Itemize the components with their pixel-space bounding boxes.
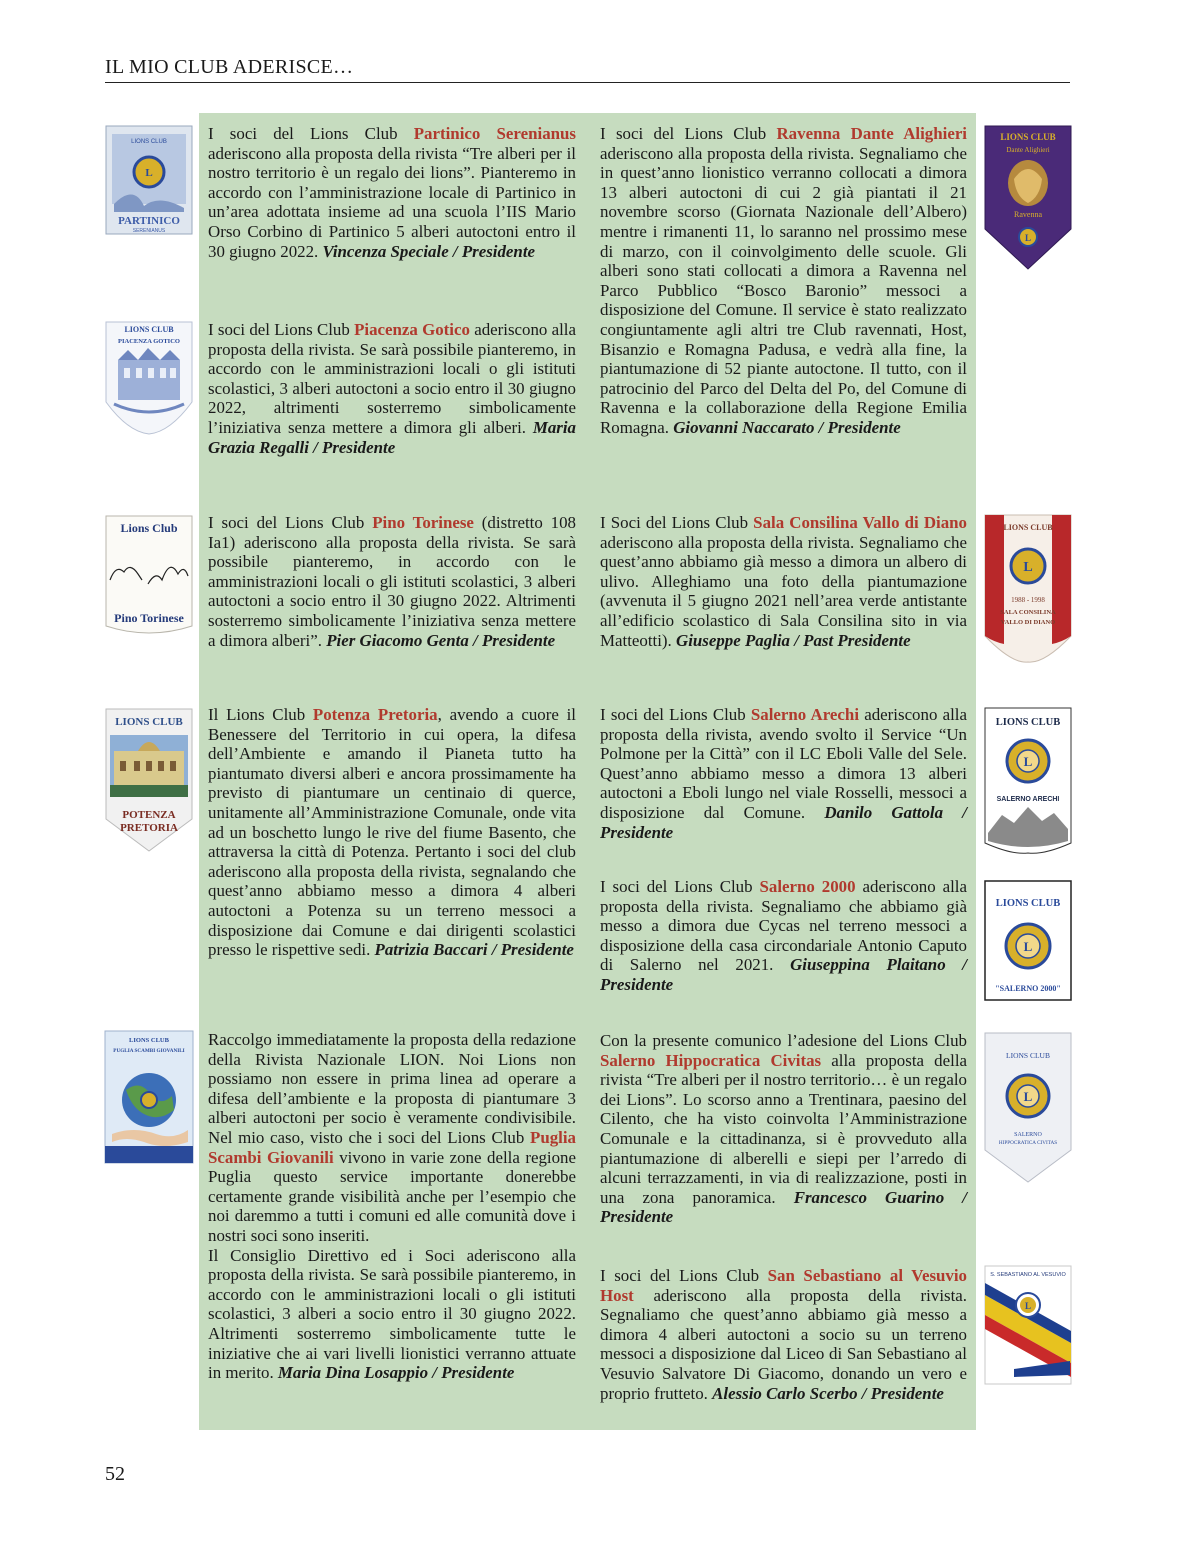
signature: Pier Giacomo Genta / Presidente <box>326 630 556 650</box>
svg-text:LIONS CLUB: LIONS CLUB <box>124 325 174 334</box>
svg-text:"SALERNO 2000": "SALERNO 2000" <box>995 984 1061 993</box>
svg-text:LIONS CLUB: LIONS CLUB <box>129 1037 169 1044</box>
pennant-salerno-2000 <box>984 880 1072 1001</box>
svg-text:PUGLIA SCAMBI GIOVANILI: PUGLIA SCAMBI GIOVANILI <box>113 1048 185 1054</box>
pennant-partinico <box>104 124 194 236</box>
pennant-salerno-arechi <box>984 707 1072 855</box>
club-name: Piacenza Gotico <box>354 320 470 339</box>
svg-text:L: L <box>1023 939 1033 954</box>
signature: Alessio Carlo Scerbo / Presidente <box>712 1383 944 1403</box>
club-name: Puglia Scambi Giovanili <box>208 1127 576 1167</box>
pennant-pino-torinese <box>104 514 194 638</box>
svg-text:Pino Torinese: Pino Torinese <box>114 611 184 625</box>
pennant-piacenza-gotico <box>104 320 194 436</box>
pennant-salerno-hippocratica-civitas <box>984 1032 1072 1184</box>
club-name: Pino Torinese <box>372 513 474 532</box>
svg-text:PARTINICO: PARTINICO <box>118 215 180 227</box>
article-salerno-2000: I soci del Lions Club Salerno 2000 aderiscono alla proposta della rivista. Segnaliamo che abbiamo già messo a dimora due Cycas nel terreno messoci a disposizione della casa circondariale Antonio Caputo di Salerno nel 2021. Giuseppina Plaitano / Presidente <box>600 877 967 994</box>
club-name: Salerno Arechi <box>750 705 860 724</box>
svg-text:L: L <box>1023 754 1033 769</box>
svg-text:POTENZA: POTENZA <box>122 809 176 821</box>
article-ravenna-dante-alighieri: I soci del Lions Club Ravenna Dante Alighieri aderiscono alla proposta della rivista. Segnaliamo che in quest’anno lionistico verranno collocati a dimora 13 alberi autoctoni di cui 2 già piantati il 21 novembre scorso (Giornata Nazionale dell’Albero) mentre i rimanenti 11, lo saranno nel prossimo mese di marzo, con il coinvolgimento delle scuole. Gli alberi sono stati collocati a dimora a Ravenna nel Parco Pubblico “Bosco Baronio” messoci a disposizione del Comune. Il service è stato realizzato congiuntamente agli altri tre Club ravennati, Host, Bisanzio e Romagna Padusa, e vedrà alla fine, la piantumazione di 52 piante autoctone. Il tutto, con il patrocinio del Parco del Delta del Po, del Comune di Ravenna e la collaborazione della Regione Emilia Romagna. Giovanni Naccarato / Presidente <box>600 124 968 437</box>
svg-text:Lions Club: Lions Club <box>120 521 178 535</box>
svg-text:L: L <box>1024 233 1032 243</box>
article-salerno-hippocratica-civitas: Con la presente comunico l’adesione del Lions Club Salerno Hippocratica Civitas alla proposta della rivista “Tre alberi per il nostro territorio… è un regalo dei Lions”. Lo scorso anno a Trentinara, paesino del Cilento, che ha visto coinvolta l’Amministrazione Comunale e la cittadinanza, si è provveduto alla piantumazione di alberelli e siepi per l’arredo di alcuni terrazzamenti, in via di realizzazione, posti in una zona panoramica. Francesco Guarino / Presidente <box>600 1031 968 1227</box>
svg-text:S. SEBASTIANO AL VESUVIO: S. SEBASTIANO AL VESUVIO <box>990 1272 1066 1278</box>
svg-text:L: L <box>1024 1301 1032 1311</box>
svg-text:1988 - 1998: 1988 - 1998 <box>1011 596 1045 604</box>
svg-text:LIONS CLUB: LIONS CLUB <box>1006 1051 1050 1060</box>
pennant-puglia-scambi-giovanili <box>104 1030 194 1164</box>
section-header: IL MIO CLUB ADERISCE… <box>105 56 354 78</box>
svg-text:LIONS CLUB: LIONS CLUB <box>995 898 1061 909</box>
svg-text:L: L <box>1023 1089 1033 1104</box>
svg-text:SALERNO: SALERNO <box>1014 1132 1042 1138</box>
paragraph: Il Consiglio Direttivo ed i Soci aderiscono alla proposta della rivista. Se sarà possibile pianteremo, in accordo con le amministrazioni locali o gli istituti scolastici, 3 alberi a socio entro il 30 giugno 2022. Altrimenti sosterremo simbolicamente tutte le iniziative che ai vari livelli lionistici verranno attuate in merito. Maria Dina Losappio / Presidente <box>208 1245 576 1383</box>
page-number: 52 <box>105 1463 125 1485</box>
article-potenza-pretoria: Il Lions Club Potenza Pretoria, avendo a cuore il Benessere del Territorio in cui opera, la difesa dell’Ambiente e amando il Pianeta tutto ha piantumato diversi alberi e ancora prossimamente ha previsto di piantumare un centinaio di querce, unitamente all’Amministrazione Comunale, onde vita ad un boschetto lungo le rive del fiume Basento, che attraversa la città di Potenza. Pertanto i soci del club aderiscono alla proposta della rivista, segnalando che quest’anno abbiamo messo a dimora 4 alberi autoctoni a Potenza su un terreno messoci a disposizione dai Comune e dai dirigenti scolastici presso le rispettive sedi. Patrizia Baccari / Presidente <box>208 705 576 960</box>
club-name: Salerno 2000 <box>759 877 856 896</box>
signature: Giovanni Naccarato / Presidente <box>673 417 901 437</box>
club-name: Ravenna Dante Alighieri <box>776 124 968 143</box>
svg-text:PRETORIA: PRETORIA <box>120 822 178 834</box>
signature: Giuseppina Plaitano / Presidente <box>600 955 967 994</box>
svg-text:LIONS CLUB: LIONS CLUB <box>1000 132 1056 142</box>
signature: Patrizia Baccari / Presidente <box>374 940 574 960</box>
svg-text:LIONS CLUB: LIONS CLUB <box>995 717 1061 728</box>
article-san-sebastiano-al-vesuvio-host: I soci del Lions Club San Sebastiano al Vesuvio Host aderiscono alla proposta della rivista. Segnaliamo che quest’anno abbiamo già messo a dimora 4 alberi autoctoni a socio su un terreno messoci a disposizione dal Liceo di San Sebastiano al Vesuvio Salvatore Di Giacomo, donando un vero e proprio frutteto. Alessio Carlo Scerbo / Presidente <box>600 1266 967 1403</box>
signature: Vincenza Speciale / Presidente <box>322 241 536 261</box>
paragraph: Raccolgo immediatamente la proposta della redazione della Rivista Nazionale LION. Noi Lions non possiamo non essere in prima linea ad operare a difesa dell’ambiente e la proposta di piantumare 3 alberi autoctoni per socio è veramente condivisibile. Nel mio caso, visto che i soci del Lions Club Puglia Scambi Giovanili vivono in varie zone della regione Puglia questo service importante donerebbe certamente grande visibilità anche per l’esempio che noi daremmo a tutti i comuni ed alle comunità dove i nostri soci sono inseriti. <box>208 1030 576 1245</box>
article-pino-torinese: I soci del Lions Club Pino Torinese (distretto 108 Ia1) aderiscono alla proposta della rivista. Se sarà possibile pianteremo, in accordo con le amministrazioni locali o gli istituti scolastici, 3 alberi autoctoni a socio entro il 30 giugno 2022. Altrimenti sosterremo simbolicamente l’iniziativa senza mettere a dimora alberi”. Pier Giacomo Genta / Presidente <box>208 513 576 650</box>
club-name: Salerno Hippocratica Civitas <box>600 1050 822 1070</box>
svg-text:SERENIANUS: SERENIANUS <box>132 228 166 234</box>
article-piacenza-gotico: I soci del Lions Club Piacenza Gotico aderiscono alla proposta della rivista. Se sarà possibile pianteremo, in accordo con le amministrazioni locali o gli istituti scolastici, 3 alberi autoctoni a socio entro il 30 giugno 2022, altrimenti sosterremo simbolicamente l’iniziativa senza mettere a dimora gli alberi. Maria Grazia Regalli / Presidente <box>208 320 576 457</box>
svg-text:Ravenna: Ravenna <box>1014 210 1042 219</box>
svg-text:LIONS CLUB: LIONS CLUB <box>115 716 183 728</box>
pennant-ravenna-dante-alighieri <box>984 125 1072 271</box>
club-name: San Sebastiano al Vesuvio Host <box>600 1266 967 1305</box>
svg-text:HIPPOCRATICA CIVITAS: HIPPOCRATICA CIVITAS <box>998 1140 1058 1146</box>
signature: Giuseppe Paglia / Past Presidente <box>676 630 911 650</box>
article-puglia-scambi-giovanili <box>208 1030 576 1383</box>
pennant-potenza-pretoria <box>104 707 194 853</box>
article-partinico: I soci del Lions Club Partinico Serenianus aderiscono alla proposta della rivista “Tre alberi per il nostro territorio è un regalo dei lions”. Pianteremo in accordo con l’amministrazione locale di Partinico in un’area adottata insieme ad una scuola l’IIS Mario Orso Corbino di Partinico 5 alberi autoctoni entro il 30 giugno 2022. Vincenza Speciale / Presidente <box>208 124 576 261</box>
svg-text:LIONS CLUB: LIONS CLUB <box>131 139 167 145</box>
signature: Danilo Gattola / Presidente <box>600 802 967 842</box>
svg-text:LIONS CLUB: LIONS CLUB <box>1003 523 1053 532</box>
club-name: Potenza Pretoria <box>312 705 438 724</box>
article-salerno-arechi: I soci del Lions Club Salerno Arechi aderiscono alla proposta della rivista, avendo svolto il Service “Un Polmone per la Città” con il LC Eboli Valle del Sele. Quest’anno abbiamo messo a dimora 13 alberi autoctoni a Eboli lungo nel viale Rosselli, messoci a disposizione dal Comune. Danilo Gattola / Presidente <box>600 705 967 842</box>
header-rule <box>105 82 1070 83</box>
svg-text:Dante Alighieri: Dante Alighieri <box>1006 146 1050 154</box>
svg-text:SALERNO ARECHI: SALERNO ARECHI <box>996 796 1060 803</box>
article-sala-consilina: I Soci del Lions Club Sala Consilina Vallo di Diano aderiscono alla proposta della rivista. Segnaliamo che quest’anno abbiamo già messo a dimora un albero di ulivo. Alleghiamo una foto della piantumazione (avvenuta il 5 giugno 2021 nell’area verde antistante all’edificio scolastico di Sala Consilina sito in via Matteotti). Giuseppe Paglia / Past Presidente <box>600 513 967 650</box>
svg-text:L: L <box>1023 560 1033 575</box>
club-name: Sala Consilina Vallo di Diano <box>753 513 967 532</box>
svg-text:L: L <box>145 167 153 179</box>
pennant-san-sebastiano <box>984 1265 1072 1385</box>
svg-text:PIACENZA GOTICO: PIACENZA GOTICO <box>118 338 180 345</box>
pennant-sala-consilina <box>984 514 1072 664</box>
signature: Francesco Guarino / Presidente <box>600 1187 968 1227</box>
signature: Maria Dina Losappio / Presidente <box>277 1363 515 1383</box>
club-name: Partinico Serenianus <box>413 124 576 143</box>
svg-text:SALA CONSILINA: SALA CONSILINA <box>1000 609 1056 616</box>
signature: Maria Grazia Regalli / Presidente <box>208 417 576 457</box>
svg-text:VALLO DI DIANO: VALLO DI DIANO <box>1000 619 1056 626</box>
